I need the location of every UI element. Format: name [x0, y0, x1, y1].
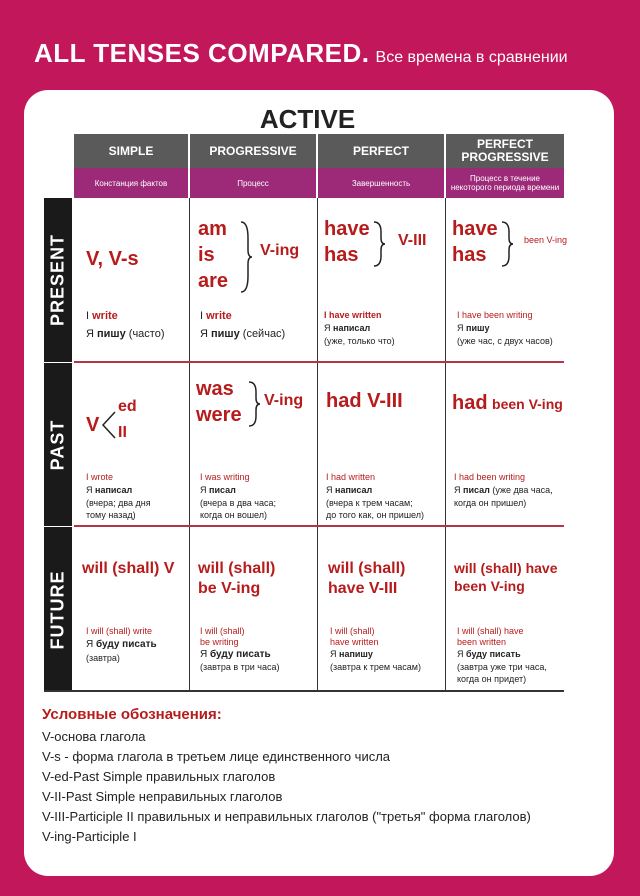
past-perfect-example-en: I had written: [326, 472, 376, 482]
legend-item: V-ing-Participle I: [42, 829, 137, 844]
future-simple-example-en: I will (shall) write: [86, 626, 153, 636]
future-perfect-l2: have V-III: [328, 580, 398, 597]
present-simple-example-ru: Я пишу (часто): [86, 328, 165, 340]
present-perfect-have: have: [324, 218, 370, 240]
col-desc-perfect: Завершенность: [318, 168, 444, 198]
past-simple-note1: (вчера; два дня: [86, 498, 151, 508]
past-progressive-example-en: I was writing: [200, 472, 250, 482]
page-header: [34, 38, 624, 78]
future-progressive-example-ru: Я буду писать: [200, 649, 271, 660]
brace-icon: [247, 380, 261, 428]
past-perfect-note1: (вчера к трем часам;: [326, 498, 413, 508]
future-progressive-example-en2: be writing: [200, 637, 239, 647]
active-title: ACTIVE: [259, 104, 356, 134]
present-simple-example-en: I write: [86, 310, 118, 322]
past-progressive-were: were: [196, 404, 242, 426]
present-pp-been: been V-ing: [524, 235, 568, 245]
future-perfect-l1: will (shall): [328, 560, 406, 577]
future-progressive-l2: be V-ing: [198, 580, 261, 597]
past-progressive-note2: когда он вошел): [200, 510, 268, 520]
present-progressive-ving: V-ing: [260, 242, 300, 259]
present-progressive-example-ru: Я пишу (сейчас): [200, 328, 286, 340]
future-pp-l2: been V-ing: [454, 578, 525, 594]
future-simple-formula: will (shall) V: [82, 560, 175, 577]
brace-icon: [500, 220, 514, 268]
legend-item: V-s - форма глагола в третьем лице единственного числа: [42, 749, 391, 764]
col-header-simple: SIMPLE: [74, 134, 188, 168]
past-simple-example-en: I wrote: [86, 472, 114, 482]
col-desc-simple: Констанция фактов: [74, 168, 188, 198]
past-simple-ed: ed: [118, 398, 137, 415]
present-perfect-has: has: [324, 244, 359, 266]
future-perfect-example-en1: I will (shall): [330, 626, 375, 636]
present-pp-have: have: [452, 218, 498, 240]
legend: [42, 706, 612, 847]
past-progressive-example-ru: Я писал: [200, 485, 236, 495]
past-progressive-ving: V-ing: [264, 392, 304, 409]
past-pp-formula: had been V-ing: [452, 392, 563, 414]
row-label-present: PRESENT: [44, 198, 72, 362]
brace-icon: [239, 220, 253, 294]
present-pp-example-en: I have been writing: [457, 310, 533, 320]
future-simple-example-ru: Я буду писать: [86, 639, 157, 650]
past-pp-example-en: I had been writing: [454, 472, 526, 482]
divider: [317, 198, 318, 692]
past-progressive-note1: (вчера в два часа;: [200, 498, 276, 508]
past-simple-note2: тому назад): [86, 510, 136, 520]
col-header-perfect-progressive: PERFECT PROGRESSIVE: [446, 134, 564, 168]
legend-title: Условные обозначения:: [42, 706, 222, 723]
present-pp-example-note: (уже час, с двух часов): [457, 336, 553, 346]
past-simple-example-ru: Я написал: [86, 485, 133, 495]
legend-item: V-III-Participle II правильных и неправильных глаголов ("третья" форма глаголов): [42, 809, 531, 824]
present-perfect-example-en: I have written: [324, 310, 382, 320]
angle-icon: [101, 410, 117, 440]
past-simple-v: V: [86, 414, 100, 436]
past-pp-note2: когда он пришел): [454, 498, 527, 508]
legend-item: V-II-Past Simple неправильных глаголов: [42, 789, 283, 804]
present-perfect-example-note: (уже, только что): [324, 336, 395, 346]
col-desc-progressive: Процесс: [190, 168, 316, 198]
row-label-future: FUTURE: [44, 527, 72, 692]
present-pp-has: has: [452, 244, 487, 266]
legend-item: V-ed-Past Simple правильных глаголов: [42, 769, 276, 784]
present-progressive-example-en: I write: [200, 310, 232, 322]
past-pp-example-ru: Я писал (уже два часа,: [454, 485, 553, 495]
col-header-perfect: PERFECT: [318, 134, 444, 168]
future-perfect-example-ru: Я напишу: [330, 649, 373, 659]
tenses-table: [44, 134, 566, 692]
present-perfect-example-ru: Я написал: [324, 323, 371, 333]
past-progressive-was: was: [196, 378, 234, 400]
title-en: ALL TENSES COMPARED.: [34, 38, 370, 68]
row-divider: [44, 690, 564, 692]
title-ru: Все времена в сравнении: [375, 49, 568, 66]
col-header-progressive: PROGRESSIVE: [190, 134, 316, 168]
future-pp-note2: когда он придет): [457, 674, 527, 684]
past-simple-ii: II: [118, 424, 127, 441]
future-pp-example-en2: been written: [457, 637, 507, 647]
present-progressive-am: am: [198, 218, 227, 240]
present-pp-example-ru: Я пишу: [457, 323, 490, 333]
divider: [189, 198, 190, 692]
future-pp-example-en1: I will (shall) have: [457, 626, 524, 636]
future-progressive-example-en1: I will (shall): [200, 626, 245, 636]
row-label-past: PAST: [44, 363, 72, 526]
future-pp-example-ru: Я буду писать: [457, 649, 521, 659]
legend-item: V-основа глагола: [42, 729, 146, 744]
present-progressive-is: is: [198, 244, 215, 266]
future-perfect-example-en2: have written: [330, 637, 379, 647]
present-perfect-v3: V-III: [398, 232, 427, 249]
present-simple-formula: V, V-s: [86, 248, 139, 270]
col-desc-perfect-progressive: Процесс в течение некоторого периода времени: [446, 168, 564, 198]
future-progressive-note: (завтра в три часа): [200, 662, 280, 672]
divider: [445, 198, 446, 692]
future-perfect-note: (завтра к трем часам): [330, 662, 421, 672]
past-perfect-note2: до того как, он пришел): [326, 510, 425, 520]
future-pp-note1: (завтра уже три часа,: [457, 662, 547, 672]
brace-icon: [372, 220, 386, 268]
past-perfect-formula: had V-III: [326, 390, 403, 412]
future-pp-l1: will (shall) have: [454, 560, 558, 576]
past-perfect-example-ru: Я написал: [326, 485, 373, 495]
future-simple-note: (завтра): [86, 653, 120, 663]
future-progressive-l1: will (shall): [198, 560, 276, 577]
row-divider: [74, 525, 564, 527]
row-divider: [74, 361, 564, 363]
present-progressive-are: are: [198, 270, 229, 292]
